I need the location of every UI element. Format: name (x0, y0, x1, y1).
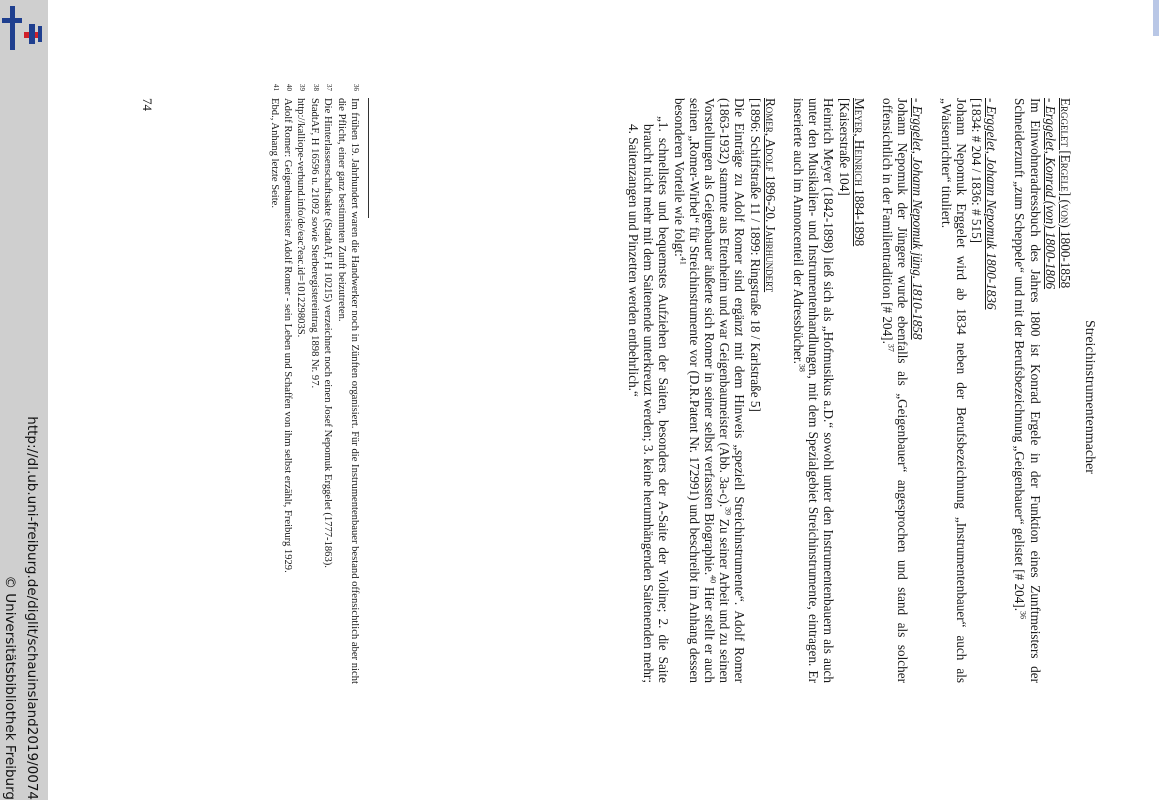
footnote-text: Im frühen 19. Jahrhundert waren die Handwerker noch in Zünften organisiert. Für die Instrumentenbauer bestand offensichtlich aber nicht die Pflicht, einer ganz bestimmten Zunft beizutreten. (335, 98, 360, 684)
footnote-text: Die Hinterlassenschaftsakte (StadtAF, H 10215) verzeichnet noch einen Josef Nepomuk Erggelet (1777-1863). (322, 98, 334, 568)
footnote-ref: 41 (677, 256, 687, 265)
address-meyer: [Kaiserstraße 104] (836, 98, 852, 196)
text-run: Die Einträge zu Adolf Romer sind ergänzt mit dem Hinweis „speziell Streichinstrumente“. Adolf Romer (1863-1932) stammte aus Ettenheim und war Geigenbaumeister (Abb. 3a-c). (717, 98, 748, 683)
footnote-ref: 36 (1018, 611, 1028, 620)
footnote-number: 41 (271, 84, 280, 91)
paragraph-johann-nepomuk-jung (880, 98, 910, 683)
page-number: 74 (140, 98, 155, 111)
main-text (626, 98, 1073, 683)
quote-romer-wirbel: „1. schnellstes und bequemstes Aufziehen der Saiten, besonders der A-Saite der Violine; 2. die Saite braucht nicht mehr mit dem Saitenende unterkreuzt werden; 3. keine herumhängenden Saitenenden mehr; 4. Saitenzangen und Pinzetten werden entbehrlich.“ (625, 116, 672, 683)
heading-erggelet (1058, 98, 1073, 683)
footnote-text: http://kalliope-verbund.info/de/eac?eac.id=101229803S. (295, 98, 307, 338)
footnote (334, 84, 361, 684)
footnote-ref: 38 (797, 363, 807, 372)
address-romer: [1896: Schiffstraße 11 / 1899: Ringstraße 18 / Karlstraße 5] (747, 98, 763, 412)
paragraph-meyer (791, 98, 837, 683)
text-run: Heinrich Meyer (1842-1898) ließ sich als „Hofmusikus a.D.“ sowohl unter den Instrumentenbauern als auch unter den Musikalien- und Instrumentenhandlungen, mit dem Spezialgebiet Streichinstrumente, eintragen. Er inserierte auch im Annoncenteil der Adressbücher. (790, 98, 837, 683)
footnotes (267, 84, 361, 684)
footnote-text: Ebd., Anhang letzte Seite. (268, 98, 280, 209)
footnote-number: 38 (311, 84, 320, 91)
heading-romer: Romer, Adolf 1896-20. Jahrhundert (762, 98, 778, 293)
paragraph-johann-nepomuk: Johann Nepomuk Erggelet wird ab 1834 neben der Berufsbezeichnung „Instrumentenbauer“ auch als „Waisenrichter“ tituliert. (938, 98, 969, 683)
footnote-text: StadtAF, H 16596 u. 21092 sowie Sterberegistereintrag 1898 Nr. 97. (308, 98, 320, 389)
footnote-ref: 40 (708, 575, 718, 584)
footnote-number: 39 (298, 84, 307, 91)
footnote (321, 84, 334, 684)
text-run: Erggelet [Ergele] (von) 1800-1858 (1058, 98, 1073, 289)
text-run: Im Einwohneradressbuch des Jahres 1800 ist Konrad Ergele in der Funktion eines Zunftmeisters der Schneiderzunft „zum Scheppele“ und mit der Berufsbezeichnung „Geigenbauer“ gelistet [# 204]. (1012, 98, 1043, 683)
heading-johann-nepomuk-jung: - Erggelet, Johann Nepomuk jüng. 1810-1858 (910, 98, 926, 340)
footnote-number: 37 (325, 84, 334, 91)
running-head: Streichinstrumentenmacher (1082, 320, 1097, 474)
paragraph-romer (671, 98, 747, 683)
address-johann-nepomuk: [1834: # 204 / 1836: # 515] (968, 98, 984, 244)
footnote-number: 40 (284, 84, 293, 91)
footnote (267, 84, 280, 684)
heading-johann-nepomuk: - Erggelet, Johann Nepomuk 1800-1836 (984, 98, 1000, 310)
page-content-rotated (48, 0, 1159, 800)
text-run: Johann Nepomuk der Jüngere wurde ebenfalls als „Geigenbauer“ angesprochen und stand als solcher offensichtlich in der Familientradition [# 204]. (879, 98, 911, 683)
viewer-sidebar (0, 0, 48, 800)
footnote-rule (368, 98, 369, 218)
copyright-notice: © Universitätsbibliothek Freiburg (2, 575, 18, 800)
footnote (307, 84, 320, 684)
footnote (281, 84, 294, 684)
scanned-page (48, 0, 1159, 800)
document-url[interactable]: http://dl.ub.uni-freiburg.de/diglit/schauinsland2019/0074 (24, 416, 40, 800)
footnote (294, 84, 307, 684)
text-run: Hier stellt er auch seinen „Romer-Wirbel“ für Streichinstrumente vor (D.R.Patent Nr. 172991) und beschreibt im Anhang dessen besonderen Vorteile wie folgt: (671, 98, 717, 683)
heading-konrad: - Erggelet, Konrad (von) 1800-1806 (1042, 98, 1058, 290)
paragraph-konrad (1012, 98, 1042, 683)
text-run: Zu seiner Arbeit und zu seinen Vorstellungen als Geigenbauer äußerte sich Romer in seiner selbst verfassten Biographie. (701, 98, 733, 683)
footnote-ref: 39 (723, 507, 733, 516)
footnote-number: 36 (352, 84, 360, 91)
heading-meyer: Meyer, Heinrich 1884-1898 (851, 98, 867, 247)
footnote-text: Adolf Romer: Geigenbaumeister Adolf Romer - sein Leben und Schaffen von ihm selbst erzählt, Freiburg 1929. (281, 98, 293, 573)
footnote-ref: 37 (886, 343, 896, 352)
